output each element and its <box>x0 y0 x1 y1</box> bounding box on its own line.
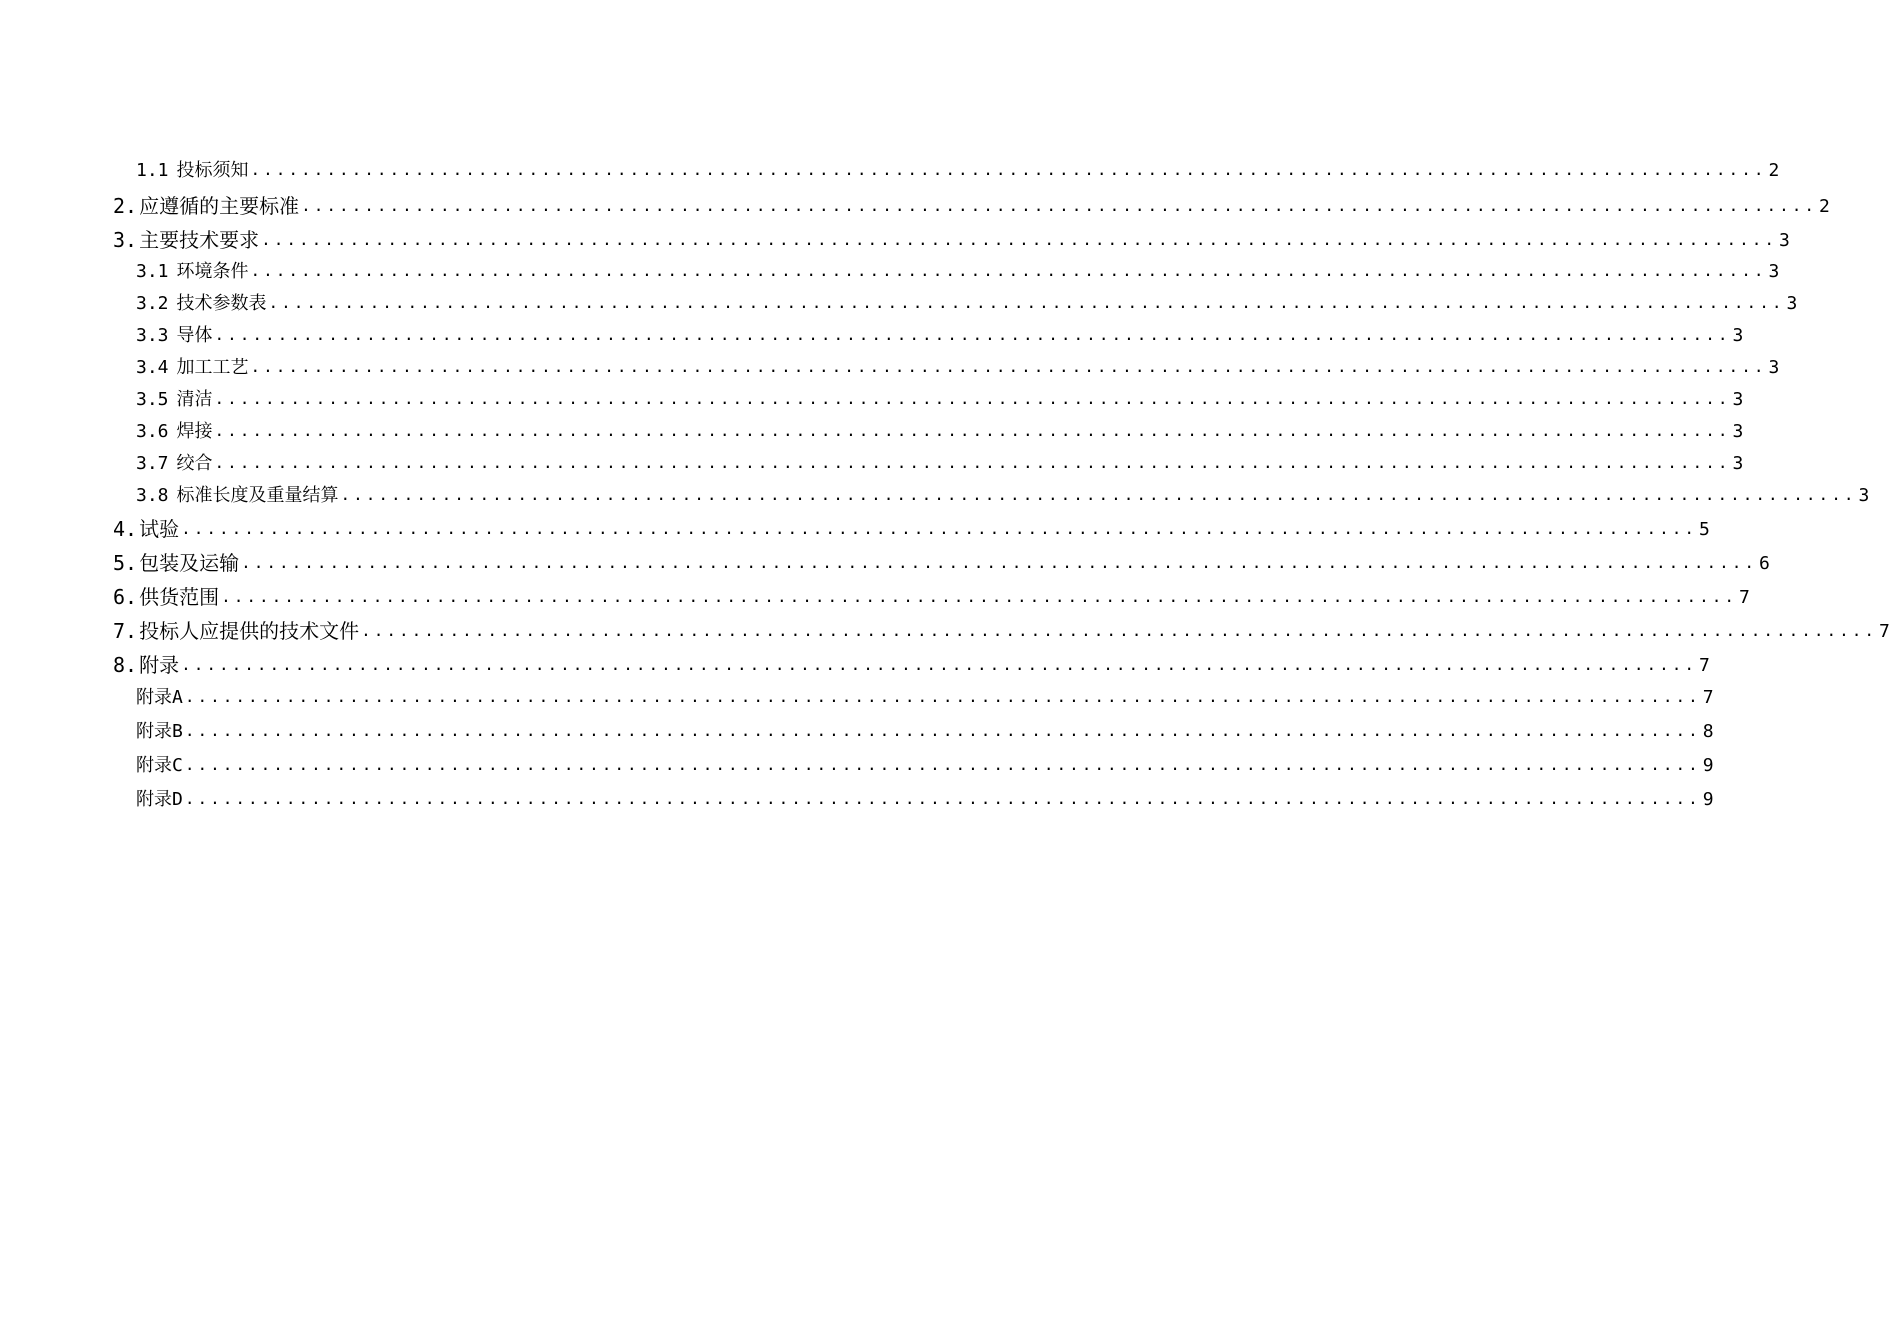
toc-page-number: 9 <box>1702 755 1714 776</box>
toc-dot-leader: ........................................................................................................................ <box>268 293 1785 312</box>
toc-entry-3[interactable] <box>113 228 1790 252</box>
toc-entry-number: 3. <box>113 228 138 252</box>
toc-page-number: 3 <box>1732 453 1744 474</box>
toc-dot-leader: ........................................................................................................................ <box>214 421 1731 440</box>
toc-entry-3-8[interactable] <box>136 485 1870 506</box>
toc-entry-title <box>136 723 183 741</box>
toc-entry-title <box>136 263 249 281</box>
toc-entry-title <box>136 791 183 809</box>
toc-entry-text: 绞合 <box>176 453 213 474</box>
toc-dot-leader: ........................................................................................................................ <box>261 230 1778 249</box>
toc-entry-3-2[interactable] <box>136 293 1798 314</box>
toc-entry-text: 附录B <box>136 721 183 742</box>
toc-entry-title <box>136 757 183 775</box>
toc-entry-text: 应遵循的主要标准 <box>139 194 300 218</box>
toc-entry-text: 环境条件 <box>176 261 249 282</box>
toc-entry-title <box>113 553 239 573</box>
toc-dot-leader: ........................................................................................................................ <box>184 687 1701 706</box>
toc-entry-text: 焊接 <box>176 421 213 442</box>
toc-entry-title <box>136 455 213 473</box>
toc-entry-title <box>113 587 219 607</box>
toc-page-number: 3 <box>1768 357 1780 378</box>
toc-entry-text: 附录A <box>136 687 183 708</box>
toc-entry-2[interactable] <box>113 194 1830 218</box>
toc-page-number: 3 <box>1732 325 1744 346</box>
toc-entry-title <box>113 196 299 216</box>
toc-entry-title <box>113 621 359 641</box>
toc-entry-number: 3.1 <box>136 261 169 282</box>
toc-dot-leader: ........................................................................................................................ <box>181 519 1698 538</box>
toc-entry-6[interactable] <box>113 585 1750 609</box>
toc-entry-3-6[interactable] <box>136 421 1744 442</box>
toc-entry-text: 附录 <box>139 653 180 677</box>
toc-entry-text: 投标须知 <box>176 160 249 181</box>
toc-entry-title <box>136 423 213 441</box>
toc-page-number: 9 <box>1702 789 1714 810</box>
toc-entry-title <box>136 689 183 707</box>
toc-entry-title <box>136 162 249 180</box>
toc-entry-title <box>113 655 179 675</box>
toc-entry-appendix-b[interactable] <box>136 721 1714 742</box>
toc-entry-title <box>136 327 213 345</box>
toc-dot-leader: ........................................................................................................................ <box>340 485 1857 504</box>
toc-page-number: 3 <box>1858 485 1870 506</box>
toc-entry-number: 3.3 <box>136 325 169 346</box>
toc-page-number: 7 <box>1699 655 1710 676</box>
toc-page-number: 2 <box>1819 196 1830 217</box>
toc-entry-4[interactable] <box>113 517 1710 541</box>
toc-entry-text: 加工工艺 <box>176 357 249 378</box>
toc-entry-number: 8. <box>113 653 138 677</box>
toc-entry-number: 1.1 <box>136 160 169 181</box>
toc-dot-leader: ........................................................................................................................ <box>241 553 1758 572</box>
toc-page-number: 3 <box>1779 230 1790 251</box>
toc-dot-leader: ........................................................................................................................ <box>184 789 1701 808</box>
toc-entry-number: 3.7 <box>136 453 169 474</box>
toc-entry-number: 2. <box>113 194 138 218</box>
toc-page-number: 7 <box>1739 587 1750 608</box>
toc-entry-text: 标准长度及重量结算 <box>176 485 339 506</box>
toc-entry-3-1[interactable] <box>136 261 1780 282</box>
toc-entry-number: 3.5 <box>136 389 169 410</box>
toc-entry-number: 3.2 <box>136 293 169 314</box>
toc-page-number: 3 <box>1732 421 1744 442</box>
toc-entry-text: 清洁 <box>176 389 213 410</box>
toc-entry-title <box>136 295 267 313</box>
toc-entry-number: 5. <box>113 551 138 575</box>
toc-entry-number: 7. <box>113 619 138 643</box>
toc-dot-leader: ........................................................................................................................ <box>214 453 1731 472</box>
toc-entry-title <box>136 391 213 409</box>
toc-page-number: 7 <box>1879 621 1890 642</box>
toc-entry-text: 包装及运输 <box>139 551 240 575</box>
toc-page-number: 6 <box>1759 553 1770 574</box>
toc-dot-leader: ........................................................................................................................ <box>250 357 1767 376</box>
toc-dot-leader: ........................................................................................................................ <box>250 160 1767 179</box>
toc-entry-7[interactable] <box>113 619 1890 643</box>
toc-dot-leader: ........................................................................................................................ <box>361 621 1878 640</box>
toc-dot-leader: ........................................................................................................................ <box>214 389 1731 408</box>
toc-entry-text: 技术参数表 <box>176 293 267 314</box>
toc-entry-appendix-a[interactable] <box>136 687 1714 708</box>
toc-entry-title <box>136 487 339 505</box>
toc-entry-text: 附录D <box>136 789 183 810</box>
toc-dot-leader: ........................................................................................................................ <box>184 755 1701 774</box>
toc-entry-number: 6. <box>113 585 138 609</box>
toc-entry-text: 供货范围 <box>139 585 220 609</box>
toc-entry-appendix-d[interactable] <box>136 789 1714 810</box>
toc-entry-3-3[interactable] <box>136 325 1744 346</box>
toc-entry-text: 主要技术要求 <box>139 228 260 252</box>
toc-entry-text: 试验 <box>139 517 180 541</box>
toc-entry-title <box>113 230 259 250</box>
toc-dot-leader: ........................................................................................................................ <box>250 261 1767 280</box>
toc-page-number: 7 <box>1702 687 1714 708</box>
toc-page-number: 3 <box>1732 389 1744 410</box>
toc-dot-leader: ........................................................................................................................ <box>221 587 1738 606</box>
toc-page-number: 8 <box>1702 721 1714 742</box>
toc-entry-text: 导体 <box>176 325 213 346</box>
toc-dot-leader: ........................................................................................................................ <box>181 655 1698 674</box>
toc-entry-text: 附录C <box>136 755 183 776</box>
toc-entry-3-4[interactable] <box>136 357 1780 378</box>
toc-entry-3-7[interactable] <box>136 453 1744 474</box>
toc-entry-number: 4. <box>113 517 138 541</box>
toc-entry-title <box>136 359 249 377</box>
toc-page-number: 5 <box>1699 519 1710 540</box>
toc-entry-text: 投标人应提供的技术文件 <box>139 619 360 643</box>
toc-entry-title <box>113 519 179 539</box>
toc-entry-3-5[interactable] <box>136 389 1744 410</box>
toc-page-number: 2 <box>1768 160 1780 181</box>
toc-entry-appendix-c[interactable] <box>136 755 1714 776</box>
toc-page-number: 3 <box>1768 261 1780 282</box>
toc-entry-number: 3.4 <box>136 357 169 378</box>
toc-entry-number: 3.6 <box>136 421 169 442</box>
toc-entry-number: 3.8 <box>136 485 169 506</box>
toc-entry-1-1[interactable] <box>136 160 1780 181</box>
toc-dot-leader: ........................................................................................................................ <box>301 196 1818 215</box>
toc-entry-8[interactable] <box>113 653 1710 677</box>
toc-page-number: 3 <box>1786 293 1798 314</box>
toc-dot-leader: ........................................................................................................................ <box>184 721 1701 740</box>
toc-entry-5[interactable] <box>113 551 1770 575</box>
toc-dot-leader: ........................................................................................................................ <box>214 325 1731 344</box>
